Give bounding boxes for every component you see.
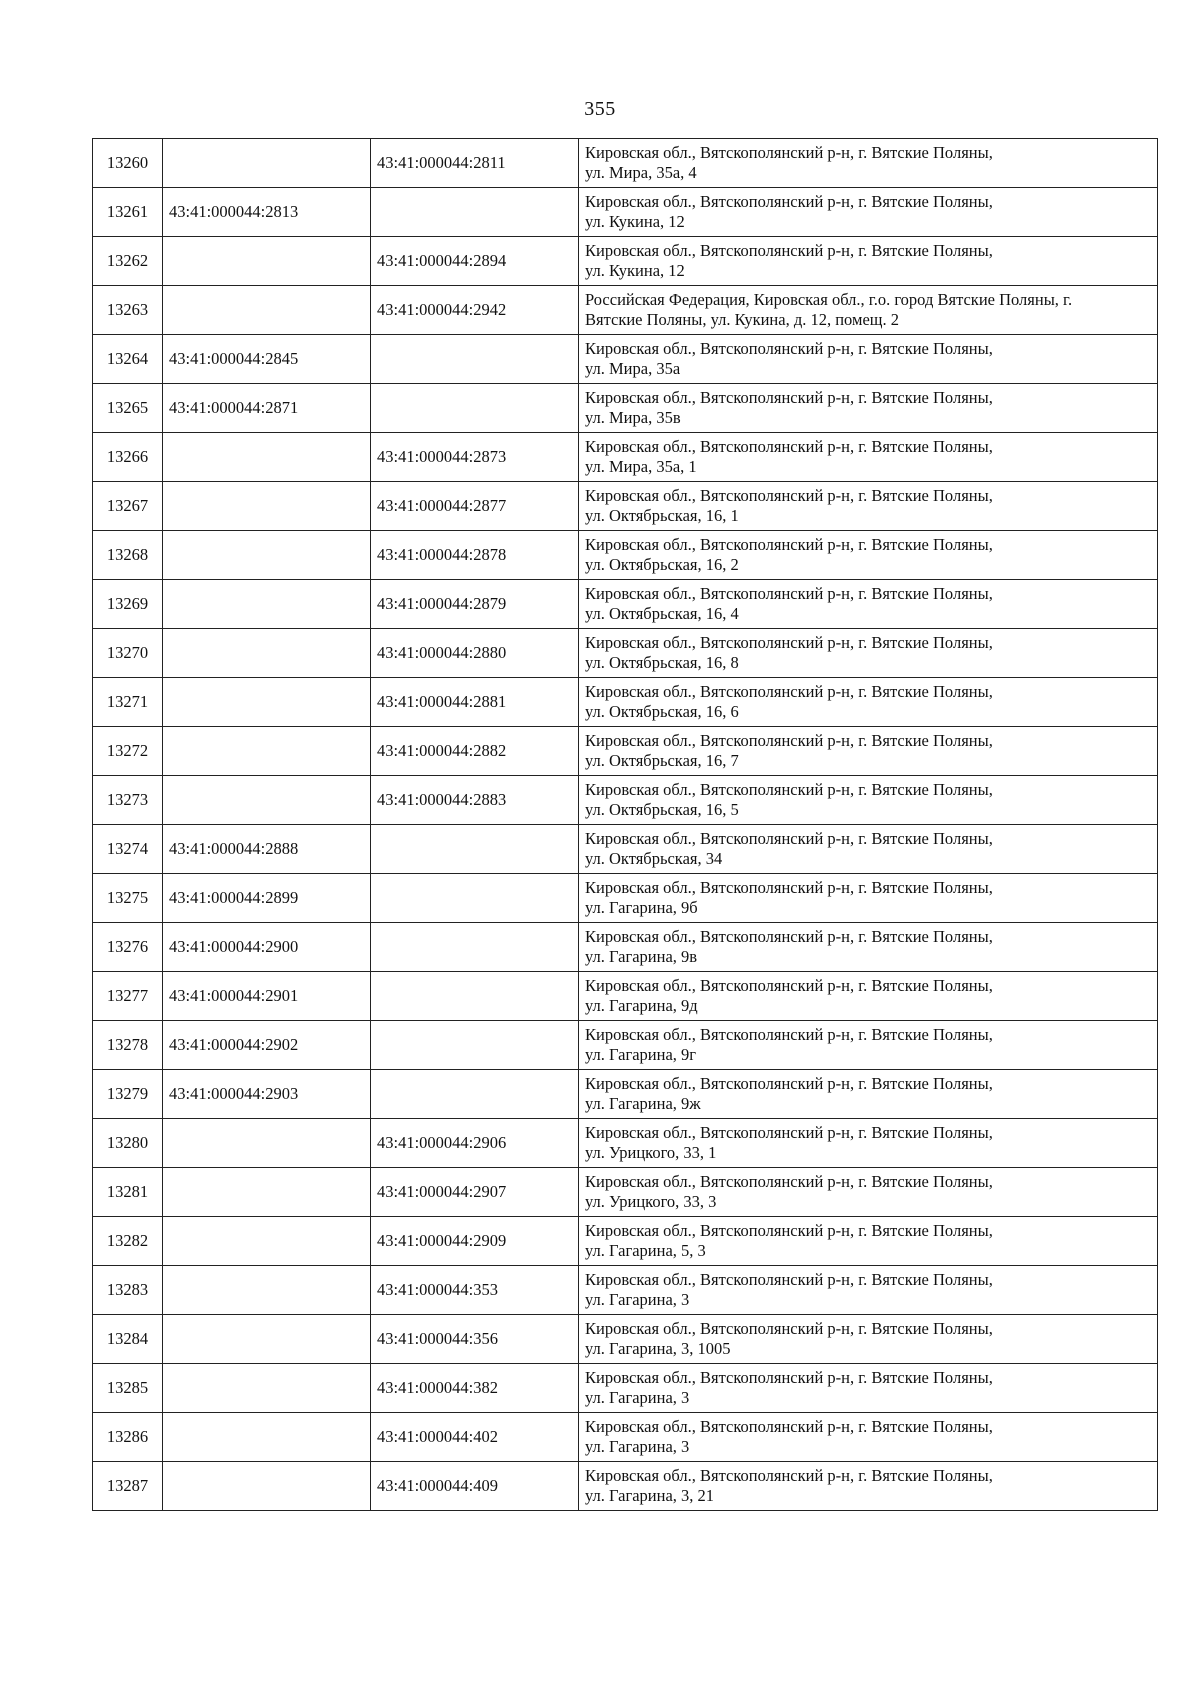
- address-line-2: ул. Гагарина, 9г: [585, 1045, 697, 1064]
- row-number-cell: 13262: [93, 237, 163, 286]
- table-row: [93, 874, 1158, 923]
- table-row: [93, 1266, 1158, 1315]
- address-line-1: Кировская обл., Вятскополянский р-н, г. Вятские Поляны,: [585, 535, 993, 554]
- address-line-1: Кировская обл., Вятскополянский р-н, г. Вятские Поляны,: [585, 1270, 993, 1289]
- row-number-cell: 13282: [93, 1217, 163, 1266]
- row-number-cell: 13277: [93, 972, 163, 1021]
- cadastral-number-cell: [163, 531, 371, 580]
- cadastral-number-cell: 43:41:000044:2900: [163, 923, 371, 972]
- premises-cadastral-number-cell: 43:41:000044:409: [371, 1462, 579, 1511]
- address-line-2: ул. Октябрьская, 16, 4: [585, 604, 739, 623]
- row-number-cell: 13266: [93, 433, 163, 482]
- cadastral-number-cell: [163, 1364, 371, 1413]
- row-number-cell: 13286: [93, 1413, 163, 1462]
- address-line-1: Кировская обл., Вятскополянский р-н, г. Вятские Поляны,: [585, 1466, 993, 1485]
- table-row: [93, 335, 1158, 384]
- row-number-cell: 13285: [93, 1364, 163, 1413]
- address-line-2: ул. Гагарина, 9в: [585, 947, 698, 966]
- row-number-cell: 13279: [93, 1070, 163, 1119]
- address-cell: [579, 874, 1158, 923]
- address-line-1: Кировская обл., Вятскополянский р-н, г. Вятские Поляны,: [585, 486, 993, 505]
- address-line-2: ул. Октябрьская, 16, 5: [585, 800, 739, 819]
- address-line-2: ул. Гагарина, 9ж: [585, 1094, 701, 1113]
- table-row: [93, 727, 1158, 776]
- table-row: [93, 825, 1158, 874]
- address-line-2: ул. Гагарина, 3: [585, 1290, 690, 1309]
- cadastral-number-cell: 43:41:000044:2899: [163, 874, 371, 923]
- table-row: [93, 139, 1158, 188]
- address-line-1: Кировская обл., Вятскополянский р-н, г. Вятские Поляны,: [585, 192, 993, 211]
- cadastral-number-cell: 43:41:000044:2888: [163, 825, 371, 874]
- address-line-2: ул. Мира, 35в: [585, 408, 681, 427]
- cadastral-number-cell: [163, 1315, 371, 1364]
- cadastral-number-cell: 43:41:000044:2902: [163, 1021, 371, 1070]
- address-line-2: ул. Гагарина, 3, 21: [585, 1486, 715, 1505]
- address-line-1: Кировская обл., Вятскополянский р-н, г. Вятские Поляны,: [585, 780, 993, 799]
- premises-cadastral-number-cell: 43:41:000044:356: [371, 1315, 579, 1364]
- address-line-2: ул. Урицкого, 33, 3: [585, 1192, 717, 1211]
- premises-cadastral-number-cell: 43:41:000044:382: [371, 1364, 579, 1413]
- address-line-2: ул. Кукина, 12: [585, 212, 685, 231]
- cadastral-number-cell: [163, 433, 371, 482]
- address-line-2: ул. Кукина, 12: [585, 261, 685, 280]
- address-line-2: ул. Гагарина, 9д: [585, 996, 698, 1015]
- row-number-cell: 13269: [93, 580, 163, 629]
- table-row: [93, 678, 1158, 727]
- table-row: [93, 1119, 1158, 1168]
- address-cell: [579, 825, 1158, 874]
- address-line-2: ул. Гагарина, 3: [585, 1437, 690, 1456]
- address-line-1: Кировская обл., Вятскополянский р-н, г. Вятские Поляны,: [585, 388, 993, 407]
- table-row: [93, 531, 1158, 580]
- premises-cadastral-number-cell: 43:41:000044:2909: [371, 1217, 579, 1266]
- row-number-cell: 13275: [93, 874, 163, 923]
- address-line-1: Кировская обл., Вятскополянский р-н, г. Вятские Поляны,: [585, 1172, 993, 1191]
- address-line-1: Кировская обл., Вятскополянский р-н, г. Вятские Поляны,: [585, 1319, 993, 1338]
- address-line-1: Кировская обл., Вятскополянский р-н, г. Вятские Поляны,: [585, 976, 993, 995]
- row-number-cell: 13273: [93, 776, 163, 825]
- address-line-1: Кировская обл., Вятскополянский р-н, г. Вятские Поляны,: [585, 1074, 993, 1093]
- premises-cadastral-number-cell: 43:41:000044:2882: [371, 727, 579, 776]
- address-cell: [579, 384, 1158, 433]
- table-row: [93, 384, 1158, 433]
- address-cell: [579, 286, 1158, 335]
- premises-cadastral-number-cell: [371, 335, 579, 384]
- table-row: [93, 1315, 1158, 1364]
- address-line-1: Кировская обл., Вятскополянский р-н, г. Вятские Поляны,: [585, 1025, 993, 1044]
- address-cell: [579, 776, 1158, 825]
- address-cell: [579, 531, 1158, 580]
- row-number-cell: 13284: [93, 1315, 163, 1364]
- cadastral-number-cell: [163, 1168, 371, 1217]
- address-line-2: ул. Гагарина, 9б: [585, 898, 698, 917]
- address-cell: [579, 1021, 1158, 1070]
- table-row: [93, 629, 1158, 678]
- address-line-2: ул. Мира, 35а, 1: [585, 457, 697, 476]
- address-cell: [579, 1168, 1158, 1217]
- address-cell: [579, 1462, 1158, 1511]
- address-cell: [579, 188, 1158, 237]
- row-number-cell: 13280: [93, 1119, 163, 1168]
- address-cell: [579, 629, 1158, 678]
- row-number-cell: 13261: [93, 188, 163, 237]
- cadastral-number-cell: [163, 482, 371, 531]
- address-line-2: ул. Октябрьская, 16, 1: [585, 506, 739, 525]
- cadastral-number-cell: [163, 1217, 371, 1266]
- table-row: [93, 1070, 1158, 1119]
- address-cell: [579, 923, 1158, 972]
- premises-cadastral-number-cell: 43:41:000044:2942: [371, 286, 579, 335]
- address-line-2: ул. Гагарина, 3, 1005: [585, 1339, 731, 1358]
- cadastral-number-cell: [163, 629, 371, 678]
- address-cell: [579, 1217, 1158, 1266]
- address-cell: [579, 972, 1158, 1021]
- cadastral-number-cell: 43:41:000044:2845: [163, 335, 371, 384]
- address-cell: [579, 1364, 1158, 1413]
- address-line-1: Кировская обл., Вятскополянский р-н, г. Вятские Поляны,: [585, 682, 993, 701]
- table-row: [93, 1413, 1158, 1462]
- premises-cadastral-number-cell: 43:41:000044:2880: [371, 629, 579, 678]
- address-line-1: Кировская обл., Вятскополянский р-н, г. Вятские Поляны,: [585, 1417, 993, 1436]
- row-number-cell: 13270: [93, 629, 163, 678]
- cadastral-number-cell: [163, 1462, 371, 1511]
- address-line-2: Вятские Поляны, ул. Кукина, д. 12, помещ. 2: [585, 310, 899, 329]
- address-line-2: ул. Октябрьская, 16, 6: [585, 702, 739, 721]
- premises-cadastral-number-cell: 43:41:000044:2878: [371, 531, 579, 580]
- address-cell: [579, 482, 1158, 531]
- cadastral-number-cell: [163, 727, 371, 776]
- premises-cadastral-number-cell: 43:41:000044:2894: [371, 237, 579, 286]
- address-line-1: Кировская обл., Вятскополянский р-н, г. Вятские Поляны,: [585, 1123, 993, 1142]
- cadastral-number-cell: [163, 580, 371, 629]
- row-number-cell: 13287: [93, 1462, 163, 1511]
- premises-cadastral-number-cell: [371, 825, 579, 874]
- row-number-cell: 13272: [93, 727, 163, 776]
- address-line-1: Кировская обл., Вятскополянский р-н, г. Вятские Поляны,: [585, 878, 993, 897]
- address-cell: [579, 139, 1158, 188]
- table-row: [93, 237, 1158, 286]
- table-row: [93, 580, 1158, 629]
- cadastral-number-cell: 43:41:000044:2813: [163, 188, 371, 237]
- table-row: [93, 972, 1158, 1021]
- cadastral-number-cell: [163, 1119, 371, 1168]
- address-line-1: Кировская обл., Вятскополянский р-н, г. Вятские Поляны,: [585, 584, 993, 603]
- row-number-cell: 13260: [93, 139, 163, 188]
- address-cell: [579, 433, 1158, 482]
- table-row: [93, 1168, 1158, 1217]
- premises-cadastral-number-cell: 43:41:000044:2879: [371, 580, 579, 629]
- premises-cadastral-number-cell: 43:41:000044:2883: [371, 776, 579, 825]
- premises-cadastral-number-cell: [371, 874, 579, 923]
- page-number: 355: [584, 98, 616, 120]
- premises-cadastral-number-cell: 43:41:000044:2811: [371, 139, 579, 188]
- address-line-1: Кировская обл., Вятскополянский р-н, г. Вятские Поляны,: [585, 927, 993, 946]
- address-line-1: Кировская обл., Вятскополянский р-н, г. Вятские Поляны,: [585, 437, 993, 456]
- premises-cadastral-number-cell: [371, 1070, 579, 1119]
- address-cell: [579, 678, 1158, 727]
- property-registry-table: [92, 138, 1158, 1511]
- address-cell: [579, 1266, 1158, 1315]
- registry-table-body: [93, 139, 1158, 1511]
- address-line-1: Кировская обл., Вятскополянский р-н, г. Вятские Поляны,: [585, 339, 993, 358]
- table-row: [93, 1217, 1158, 1266]
- address-line-2: ул. Октябрьская, 16, 2: [585, 555, 739, 574]
- address-cell: [579, 335, 1158, 384]
- address-cell: [579, 1315, 1158, 1364]
- premises-cadastral-number-cell: 43:41:000044:2906: [371, 1119, 579, 1168]
- premises-cadastral-number-cell: 43:41:000044:2881: [371, 678, 579, 727]
- address-line-1: Кировская обл., Вятскополянский р-н, г. Вятские Поляны,: [585, 241, 993, 260]
- premises-cadastral-number-cell: [371, 188, 579, 237]
- address-line-1: Кировская обл., Вятскополянский р-н, г. Вятские Поляны,: [585, 1368, 993, 1387]
- table-row: [93, 433, 1158, 482]
- address-line-2: ул. Мира, 35а: [585, 359, 681, 378]
- address-line-1: Кировская обл., Вятскополянский р-н, г. Вятские Поляны,: [585, 633, 993, 652]
- premises-cadastral-number-cell: [371, 923, 579, 972]
- premises-cadastral-number-cell: 43:41:000044:2877: [371, 482, 579, 531]
- table-row: [93, 1462, 1158, 1511]
- table-row: [93, 1364, 1158, 1413]
- table-row: [93, 1021, 1158, 1070]
- row-number-cell: 13271: [93, 678, 163, 727]
- row-number-cell: 13276: [93, 923, 163, 972]
- row-number-cell: 13268: [93, 531, 163, 580]
- cadastral-number-cell: [163, 1266, 371, 1315]
- premises-cadastral-number-cell: 43:41:000044:402: [371, 1413, 579, 1462]
- address-cell: [579, 1119, 1158, 1168]
- table-row: [93, 482, 1158, 531]
- row-number-cell: 13264: [93, 335, 163, 384]
- address-line-2: ул. Октябрьская, 16, 7: [585, 751, 739, 770]
- row-number-cell: 13281: [93, 1168, 163, 1217]
- table-row: [93, 776, 1158, 825]
- cadastral-number-cell: 43:41:000044:2901: [163, 972, 371, 1021]
- row-number-cell: 13274: [93, 825, 163, 874]
- address-line-2: ул. Гагарина, 5, 3: [585, 1241, 706, 1260]
- table-row: [93, 286, 1158, 335]
- address-line-2: ул. Октябрьская, 34: [585, 849, 723, 868]
- address-line-1: Кировская обл., Вятскополянский р-н, г. Вятские Поляны,: [585, 143, 993, 162]
- row-number-cell: 13265: [93, 384, 163, 433]
- premises-cadastral-number-cell: [371, 384, 579, 433]
- row-number-cell: 13263: [93, 286, 163, 335]
- address-cell: [579, 1413, 1158, 1462]
- premises-cadastral-number-cell: [371, 972, 579, 1021]
- cadastral-number-cell: [163, 139, 371, 188]
- address-line-2: ул. Гагарина, 3: [585, 1388, 690, 1407]
- cadastral-number-cell: 43:41:000044:2871: [163, 384, 371, 433]
- address-cell: [579, 580, 1158, 629]
- address-line-1: Кировская обл., Вятскополянский р-н, г. Вятские Поляны,: [585, 1221, 993, 1240]
- address-cell: [579, 237, 1158, 286]
- address-line-1: Кировская обл., Вятскополянский р-н, г. Вятские Поляны,: [585, 829, 993, 848]
- premises-cadastral-number-cell: 43:41:000044:2873: [371, 433, 579, 482]
- premises-cadastral-number-cell: 43:41:000044:353: [371, 1266, 579, 1315]
- table-row: [93, 188, 1158, 237]
- cadastral-number-cell: [163, 237, 371, 286]
- premises-cadastral-number-cell: 43:41:000044:2907: [371, 1168, 579, 1217]
- address-line-2: ул. Октябрьская, 16, 8: [585, 653, 739, 672]
- cadastral-number-cell: [163, 776, 371, 825]
- row-number-cell: 13283: [93, 1266, 163, 1315]
- table-row: [93, 923, 1158, 972]
- address-line-2: ул. Урицкого, 33, 1: [585, 1143, 717, 1162]
- address-line-1: Кировская обл., Вятскополянский р-н, г. Вятские Поляны,: [585, 731, 993, 750]
- row-number-cell: 13267: [93, 482, 163, 531]
- cadastral-number-cell: 43:41:000044:2903: [163, 1070, 371, 1119]
- address-cell: [579, 1070, 1158, 1119]
- premises-cadastral-number-cell: [371, 1021, 579, 1070]
- address-line-1: Российская Федерация, Кировская обл., г.о. город Вятские Поляны, г.: [585, 290, 1073, 309]
- address-line-2: ул. Мира, 35а, 4: [585, 163, 697, 182]
- address-cell: [579, 727, 1158, 776]
- row-number-cell: 13278: [93, 1021, 163, 1070]
- cadastral-number-cell: [163, 286, 371, 335]
- cadastral-number-cell: [163, 1413, 371, 1462]
- cadastral-number-cell: [163, 678, 371, 727]
